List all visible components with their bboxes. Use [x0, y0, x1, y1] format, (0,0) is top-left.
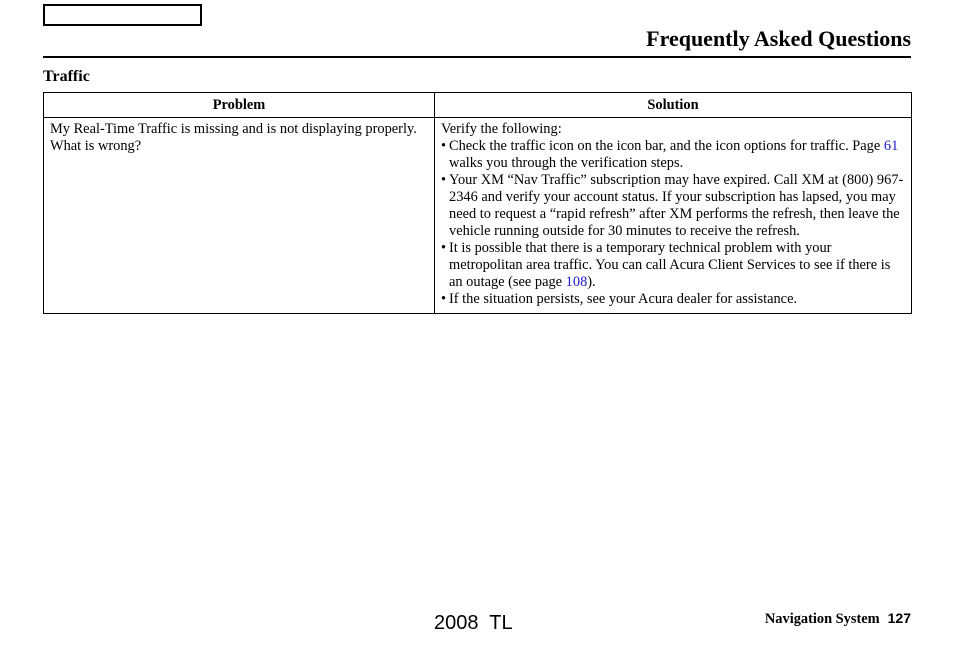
list-item: • Check the traffic icon on the icon bar, and the icon options for traffic. Page 61 walks you through the verification steps.	[441, 138, 905, 172]
list-item: • If the situation persists, see your Acura dealer for assistance.	[441, 291, 905, 308]
solution-intro: Verify the following:	[441, 121, 562, 137]
list-item: • Your XM “Nav Traffic” subscription may have expired. Call XM at (800) 967-2346 and verify your account status. If your subscription has lapsed, you may need to request a “rapid refresh” after XM performs the refresh, then leave the vehicle running outside for 30 minutes to receive the refresh.	[441, 172, 905, 240]
table-row	[44, 118, 912, 314]
solution-list	[441, 138, 905, 308]
title-divider	[43, 56, 911, 58]
page-title: Frequently Asked Questions	[646, 26, 911, 51]
footer-section	[765, 610, 911, 628]
table-header-row	[44, 93, 912, 118]
list-item: • It is possible that there is a temporary technical problem with your metropolitan area traffic. You can call Acura Client Services to see if there is an outage (see page 108).	[441, 240, 905, 291]
page-link-108[interactable]: 108	[565, 274, 588, 290]
problem-column-header: Problem	[44, 93, 435, 118]
header-tab-box	[43, 4, 202, 26]
problem-cell: My Real-Time Traffic is missing and is not displaying properly. What is wrong?	[44, 118, 435, 314]
footer-section-label: Navigation System	[764, 611, 880, 627]
solution-column-header: Solution	[435, 93, 912, 118]
faq-table	[43, 92, 912, 314]
page-link-61[interactable]: 61	[883, 138, 899, 154]
solution-cell	[435, 118, 912, 314]
model-label: 2008 TL	[434, 612, 513, 634]
page-number: 127	[887, 610, 911, 626]
section-heading: Traffic	[43, 68, 90, 85]
